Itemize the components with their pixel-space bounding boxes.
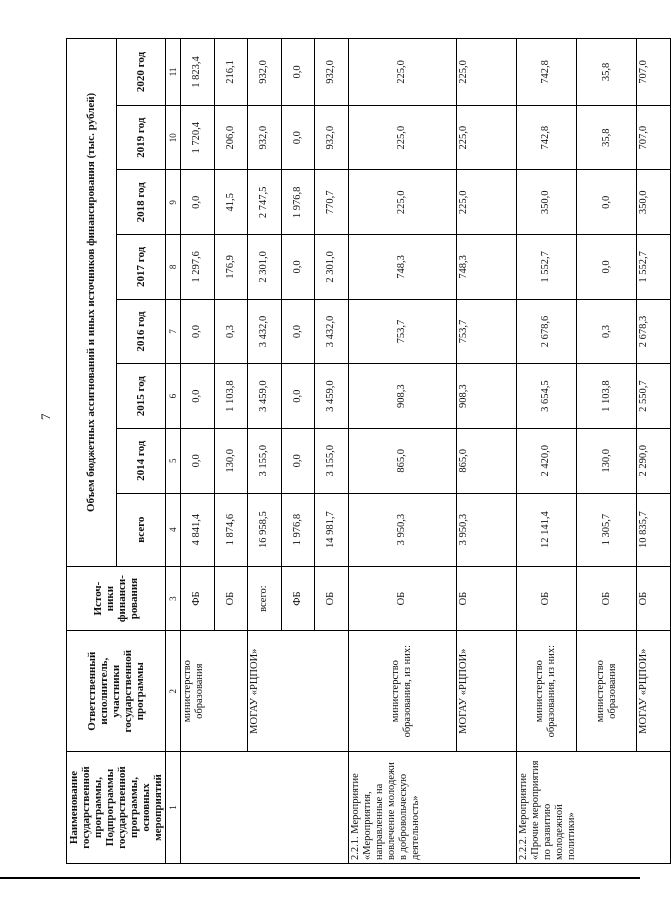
header-2014: 2014 год — [116, 428, 166, 493]
value-cell: 130,0 — [214, 428, 248, 493]
index-cell: 11 — [166, 39, 181, 106]
value-cell: 932,0 — [315, 39, 349, 106]
value-cell: 1 823,4 — [181, 39, 215, 106]
row-name-cell: 2.2.2. Мероприятие «Прочие мероприятия по развитию молодежной политики» — [516, 752, 670, 864]
value-cell: 2 678,6 — [516, 299, 576, 364]
value-cell: 3 459,0 — [248, 364, 282, 429]
header-name: Наименование государственной программы, Подпрограммы государственной программы, основных мероприятий — [67, 752, 166, 864]
header-2019: 2019 год — [116, 105, 166, 170]
value-cell: 932,0 — [248, 105, 282, 170]
value-cell: 350,0 — [516, 170, 576, 235]
value-cell: 742,8 — [516, 105, 576, 170]
value-cell: 1 103,8 — [214, 364, 248, 429]
page-bottom-rule — [0, 877, 640, 879]
value-cell: 0,0 — [181, 428, 215, 493]
value-cell: 350,0 — [637, 170, 671, 235]
table-row — [456, 39, 516, 864]
value-cell: 206,0 — [214, 105, 248, 170]
value-cell: 3 432,0 — [315, 299, 349, 364]
value-cell: 3 950,3 — [348, 493, 456, 566]
index-cell: 7 — [166, 299, 181, 364]
value-cell: 4 841,4 — [181, 493, 215, 566]
value-cell: 3 459,0 — [315, 364, 349, 429]
value-cell: 1 103,8 — [576, 364, 636, 429]
value-cell: 225,0 — [348, 105, 456, 170]
value-cell: 3 155,0 — [315, 428, 349, 493]
index-cell: 4 — [166, 493, 181, 566]
value-cell: 865,0 — [348, 428, 456, 493]
value-cell: 748,3 — [348, 235, 456, 300]
row-source-cell: ОБ — [516, 566, 576, 631]
row-source-cell: ФБ — [281, 566, 315, 631]
table-row — [348, 39, 456, 864]
row-executor-cell: МОГАУ «РЦПОИ» — [456, 631, 516, 752]
value-cell: 130,0 — [576, 428, 636, 493]
value-cell: 707,0 — [637, 39, 671, 106]
value-cell: 176,9 — [214, 235, 248, 300]
row-executor-cell: министерство образования, из них: — [516, 631, 576, 752]
value-cell: 932,0 — [248, 39, 282, 106]
value-cell: 0,3 — [576, 299, 636, 364]
value-cell: 225,0 — [456, 105, 516, 170]
value-cell: 3 654,5 — [516, 364, 576, 429]
value-cell: 35,8 — [576, 39, 636, 106]
page-number: 7 — [38, 413, 53, 420]
row-executor-cell: министерство образования — [576, 631, 636, 752]
index-cell: 5 — [166, 428, 181, 493]
value-cell: 3 155,0 — [248, 428, 282, 493]
row-name-cell: 2.2.1. Мероприятие «Мероприятия, направленные на вовлечение молодежи в добровольческую деятельность» — [348, 752, 516, 864]
header-executor: Ответственный исполнитель, участники государственной программы — [67, 631, 166, 752]
value-cell: 0,0 — [281, 299, 315, 364]
table-row — [637, 39, 671, 864]
value-cell: 0,0 — [281, 235, 315, 300]
value-cell: 41,5 — [214, 170, 248, 235]
value-cell: 908,3 — [348, 364, 456, 429]
value-cell: 742,8 — [516, 39, 576, 106]
row-source-cell: ОБ — [637, 566, 671, 631]
value-cell: 1 297,6 — [181, 235, 215, 300]
value-cell: 770,7 — [315, 170, 349, 235]
value-cell: 2 301,0 — [248, 235, 282, 300]
row-executor-cell: МОГАУ «РЦПОИ» — [637, 631, 671, 752]
value-cell: 0,3 — [214, 299, 248, 364]
value-cell: 2 550,7 — [637, 364, 671, 429]
value-cell: 2 290,0 — [637, 428, 671, 493]
header-2017: 2017 год — [116, 235, 166, 300]
row-name-cell — [181, 752, 349, 864]
index-cell: 10 — [166, 105, 181, 170]
row-source-cell: ОБ — [214, 566, 248, 631]
index-row — [166, 39, 181, 864]
header-source: Источ-ники финанси-рования — [67, 566, 166, 631]
value-cell: 1 976,8 — [281, 493, 315, 566]
value-cell: 753,7 — [348, 299, 456, 364]
table-row — [516, 39, 576, 864]
index-cell: 3 — [166, 566, 181, 631]
row-source-cell: ФБ — [181, 566, 215, 631]
value-cell: 0,0 — [576, 235, 636, 300]
value-cell: 16 958,5 — [248, 493, 282, 566]
row-source-cell: ОБ — [348, 566, 456, 631]
value-cell: 1 720,4 — [181, 105, 215, 170]
value-cell: 0,0 — [181, 299, 215, 364]
value-cell: 10 835,7 — [637, 493, 671, 566]
value-cell: 1 874,6 — [214, 493, 248, 566]
value-cell: 748,3 — [456, 235, 516, 300]
row-source-cell: ОБ — [576, 566, 636, 631]
table-row — [181, 39, 215, 864]
value-cell: 0,0 — [576, 170, 636, 235]
value-cell: 1 976,8 — [281, 170, 315, 235]
value-cell: 0,0 — [181, 364, 215, 429]
value-cell: 35,8 — [576, 105, 636, 170]
index-cell: 2 — [166, 631, 181, 752]
value-cell: 707,0 — [637, 105, 671, 170]
value-cell: 753,7 — [456, 299, 516, 364]
value-cell: 0,0 — [281, 364, 315, 429]
value-cell: 908,3 — [456, 364, 516, 429]
value-cell: 0,0 — [281, 39, 315, 106]
table-row — [576, 39, 636, 864]
row-executor-cell: министерство образования, из них: — [348, 631, 456, 752]
value-cell: 0,0 — [281, 105, 315, 170]
index-cell: 1 — [166, 752, 181, 864]
value-cell: 932,0 — [315, 105, 349, 170]
value-cell: 12 141,4 — [516, 493, 576, 566]
value-cell: 1 552,7 — [516, 235, 576, 300]
value-cell: 225,0 — [348, 39, 456, 106]
row-source-cell: всего: — [248, 566, 282, 631]
header-total: всего — [116, 493, 166, 566]
index-cell: 6 — [166, 364, 181, 429]
value-cell: 14 981,7 — [315, 493, 349, 566]
funding-table — [66, 38, 671, 864]
row-executor-cell: министерство образования — [181, 631, 248, 752]
value-cell: 0,0 — [181, 170, 215, 235]
row-source-cell: ОБ — [315, 566, 349, 631]
value-cell: 2 678,3 — [637, 299, 671, 364]
value-cell: 2 301,0 — [315, 235, 349, 300]
index-cell: 9 — [166, 170, 181, 235]
value-cell: 1 305,7 — [576, 493, 636, 566]
row-source-cell: ОБ — [456, 566, 516, 631]
value-cell: 0,0 — [281, 428, 315, 493]
header-funding: Объем бюджетных ассигнований и иных источников финансирования (тыс. рублей) — [67, 39, 117, 567]
rotated-table-container — [66, 38, 650, 864]
table-row — [248, 39, 282, 864]
value-cell: 1 552,7 — [637, 235, 671, 300]
header-2018: 2018 год — [116, 170, 166, 235]
row-executor-cell: МОГАУ «РЦПОИ» — [248, 631, 349, 752]
value-cell: 225,0 — [348, 170, 456, 235]
value-cell: 216,1 — [214, 39, 248, 106]
header-2020: 2020 год — [116, 39, 166, 106]
value-cell: 3 432,0 — [248, 299, 282, 364]
value-cell: 225,0 — [456, 170, 516, 235]
value-cell: 865,0 — [456, 428, 516, 493]
value-cell: 2 420,0 — [516, 428, 576, 493]
header-2016: 2016 год — [116, 299, 166, 364]
value-cell: 3 950,3 — [456, 493, 516, 566]
header-2015: 2015 год — [116, 364, 166, 429]
value-cell: 225,0 — [456, 39, 516, 106]
value-cell: 2 747,5 — [248, 170, 282, 235]
index-cell: 8 — [166, 235, 181, 300]
